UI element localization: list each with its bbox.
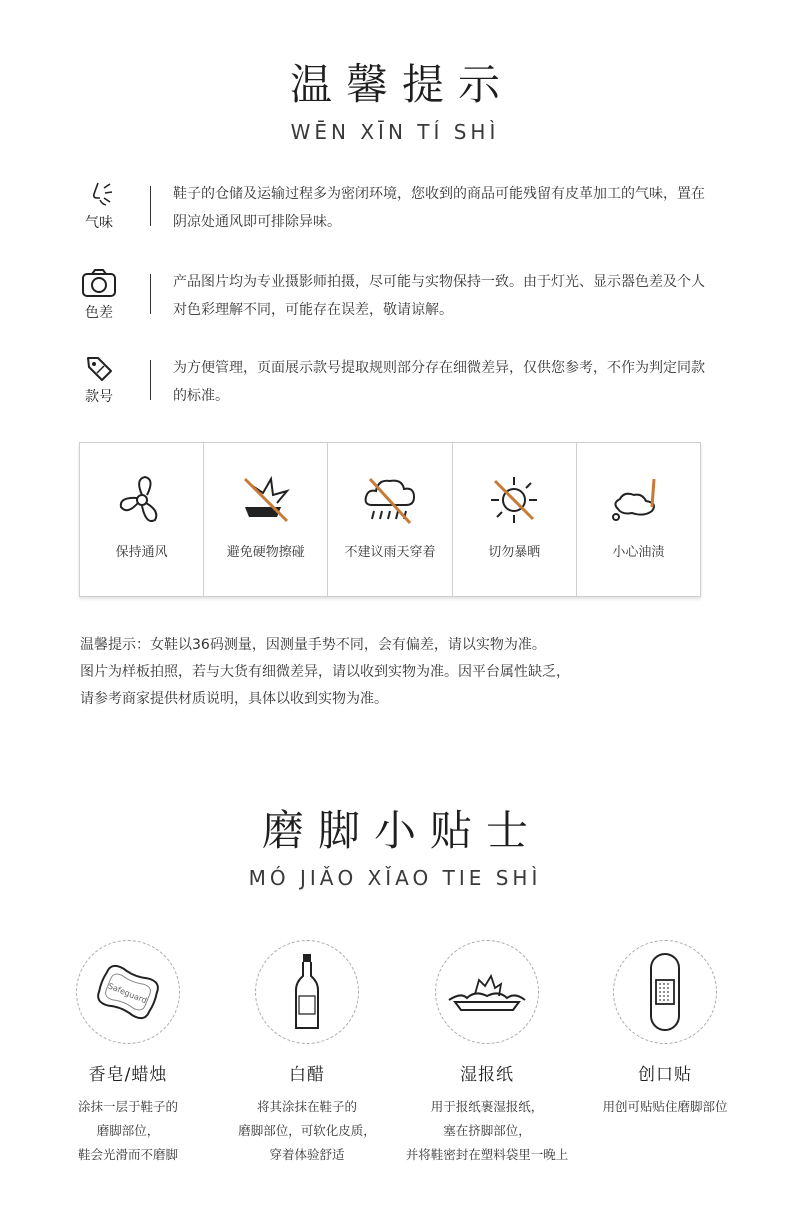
care-item: [328, 443, 452, 596]
nose-smell-icon: [84, 180, 114, 208]
vinegar-bottle-icon: [292, 952, 322, 1032]
tip-row-smell: [76, 180, 716, 244]
tip-text: 产品图片均为专业摄影师拍摄，尽可能与实物保持一致。由于灯光、显示器色差及个人对色彩理解不同，可能存在误差，敬请谅解。: [173, 274, 705, 318]
tool-desc-line: 塞在挤脚部位，: [443, 1123, 531, 1138]
tool-circle: [76, 940, 180, 1044]
foot-section-pinyin: MÓ JIǍO XǏAO TIE SHÌ: [248, 866, 542, 890]
wet-paper-icon: [445, 970, 529, 1014]
fan-icon: [115, 473, 169, 527]
notice-text-block: [80, 632, 720, 713]
tool-wet-paper: [397, 940, 577, 1167]
tool-desc: [38, 1095, 218, 1167]
notice-line-3: 请参考商家提供材质说明，具体以收到实物为准。: [80, 691, 388, 707]
care-label: 小心油渍: [612, 545, 665, 560]
care-item: [204, 443, 328, 596]
tool-name: 创口贴: [638, 1065, 692, 1085]
tip-row-color: [76, 268, 716, 332]
tip-icon-label: 款号: [85, 389, 113, 405]
divider: [150, 274, 151, 314]
care-item: [453, 443, 577, 596]
tool-vinegar: [217, 940, 397, 1167]
tool-circle: [613, 940, 717, 1044]
notice-line: [80, 632, 720, 659]
bandage-icon: [648, 952, 682, 1032]
tool-desc: [217, 1095, 397, 1167]
tips-section-header: [0, 52, 790, 144]
camera-icon: [81, 268, 117, 298]
soap-brand-text: Safeguard: [106, 981, 149, 1006]
foot-section-title: 磨脚小贴士: [261, 806, 542, 855]
tool-desc-line: 用创可贴贴住磨脚部位: [602, 1099, 728, 1114]
tip-icon-block: [76, 268, 122, 322]
soap-icon: [93, 964, 163, 1020]
care-label: 避免硬物擦碰: [226, 545, 305, 560]
divider: [150, 186, 151, 226]
divider: [150, 360, 151, 400]
care-item: [577, 443, 700, 596]
tip-row-style-number: [76, 354, 716, 418]
tool-name: 湿报纸: [460, 1065, 514, 1085]
notice-line-1: ：女鞋以36码测量，因测量手势不同，会有偏差，请以实物为准。: [136, 637, 546, 653]
tool-desc-line: 将其涂抹在鞋子的: [256, 1099, 357, 1114]
tool-desc-line: 磨脚部位，可软化皮质，: [238, 1123, 376, 1138]
tool-circle: [435, 940, 539, 1044]
tip-icon-block: [76, 180, 122, 232]
oil-stain-icon: [608, 473, 668, 527]
care-item: [80, 443, 204, 596]
tool-desc-line: 并将鞋密封在塑料袋里一晚上: [405, 1147, 569, 1162]
tool-desc-line: 穿着体验舒适: [269, 1147, 345, 1162]
tag-icon: [84, 354, 114, 382]
tip-icon-label: 气味: [85, 215, 113, 231]
tool-soap: [38, 940, 218, 1167]
tip-text: 为方便管理，页面展示款号提取规则部分存在细微差异，仅供您参考，不作为判定同款的标准。: [173, 360, 705, 404]
no-sun-icon: [487, 473, 541, 527]
care-icons-panel: [79, 442, 701, 597]
notice-prefix: 温馨提示: [80, 637, 136, 653]
tool-circle: [255, 940, 359, 1044]
tips-section-title: 温馨提示: [289, 60, 514, 109]
tool-desc-line: 涂抹一层于鞋子的: [77, 1099, 178, 1114]
no-rain-icon: [360, 473, 420, 527]
tool-desc-line: 用于报纸裹湿报纸，: [430, 1099, 544, 1114]
tool-desc: [575, 1095, 755, 1119]
notice-line-2: 图片为样板拍照，若与大货有细微差异，请以收到实物为准。因平台属性缺乏，: [80, 664, 570, 680]
tool-desc-line: 鞋会光滑而不磨脚: [77, 1147, 178, 1162]
tool-name: 香皂/蜡烛: [88, 1065, 168, 1085]
care-label: 保持通风: [115, 545, 168, 560]
tip-icon-label: 色差: [85, 305, 113, 321]
no-collision-icon: [239, 473, 293, 527]
care-label: 不建议雨天穿着: [344, 545, 436, 560]
tips-section-pinyin: WĒN XĪN TÍ SHÌ: [290, 120, 500, 144]
tip-text: 鞋子的仓储及运输过程多为密闭环境，您收到的商品可能残留有皮革加工的气味，置在阴凉处通风即可排除异味。: [173, 186, 705, 230]
tool-bandage: [575, 940, 755, 1119]
foot-section-header: [0, 798, 790, 890]
tool-desc-line: 磨脚部位，: [96, 1123, 160, 1138]
tool-name: 白醋: [289, 1065, 325, 1085]
tool-desc: [397, 1095, 577, 1167]
tip-icon-block: [76, 354, 122, 406]
care-label: 切勿暴晒: [488, 545, 541, 560]
